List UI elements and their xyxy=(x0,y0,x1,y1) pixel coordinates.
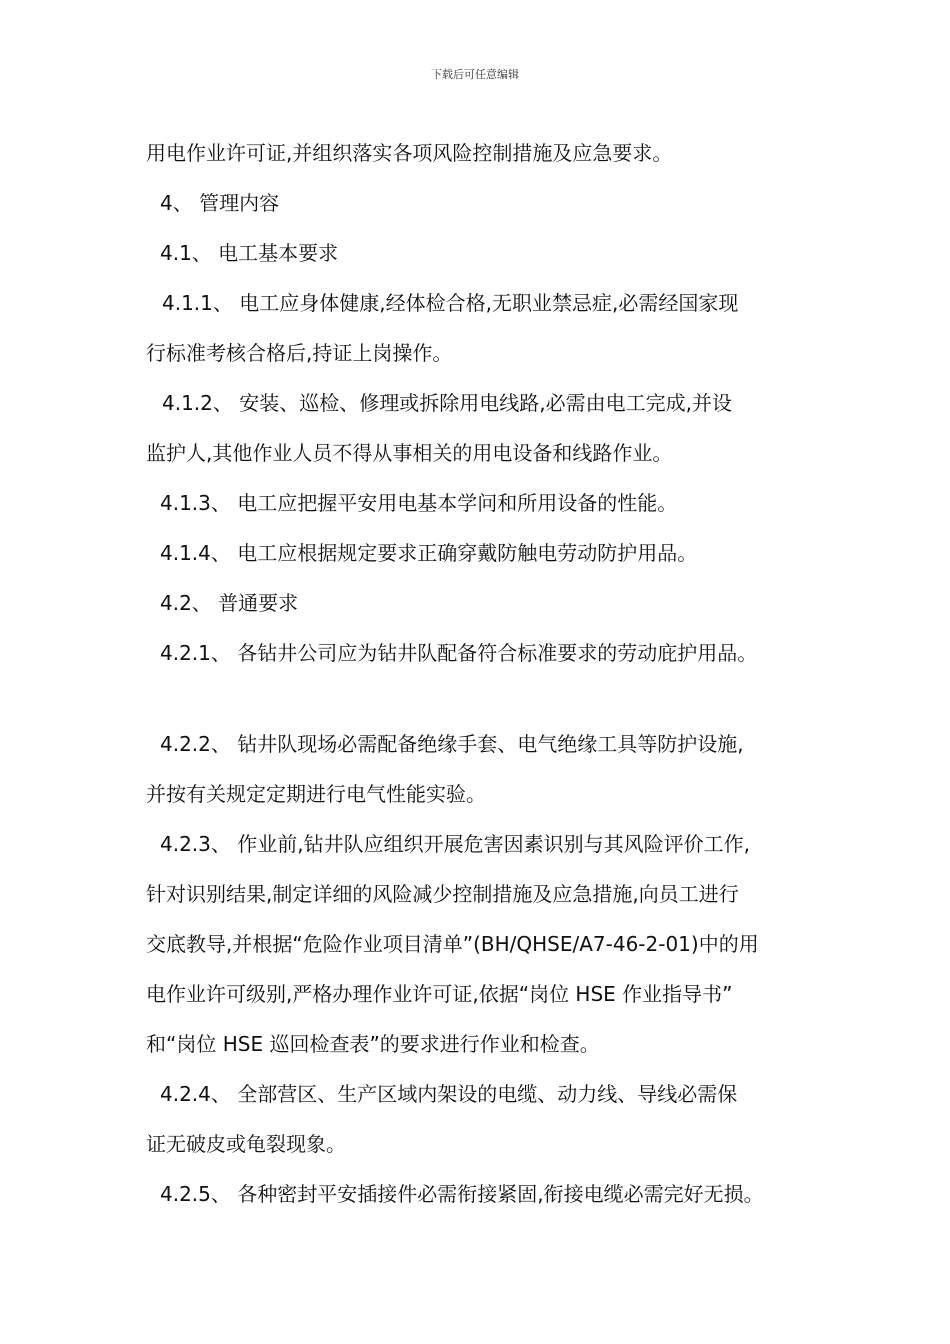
paragraph-line: 4.2.4、 全部营区、生产区域内架设的电缆、动力线、导线必需保 xyxy=(160,1082,738,1106)
paragraph-line: 4.2.2、 钻井队现场必需配备绝缘手套、电气绝缘工具等防护设施, xyxy=(160,732,744,756)
paragraph-line: 4.1.3、 电工应把握平安用电基本学问和所用设备的性能。 xyxy=(160,491,678,515)
paragraph-line: 针对识别结果,制定详细的风险减少控制措施及应急措施,向员工进行 xyxy=(146,882,739,906)
paragraph-line: 监护人,其他作业人员不得从事相关的用电设备和线路作业。 xyxy=(146,441,673,465)
document-body xyxy=(146,128,826,1219)
paragraph-line: 交底教导,并根据“危险作业项目清单”(BH/QHSE/A7-46-2-01)中的用 xyxy=(146,932,759,956)
paragraph-line: 行标准考核合格后,持证上岗操作。 xyxy=(146,341,453,365)
paragraph-line: 4.2.1、 各钻井公司应为钻井队配备符合标准要求的劳动庇护用品。 xyxy=(160,641,758,665)
paragraph-line: 4.2.5、 各种密封平安插接件必需衔接紧固,衔接电缆必需完好无损。 xyxy=(160,1182,764,1206)
blank-gap xyxy=(146,678,826,719)
paragraph-line: 4.1.4、 电工应根据规定要求正确穿戴防触电劳动防护用品。 xyxy=(160,541,698,565)
paragraph-line: 4.2.3、 作业前,钻井队应组织开展危害因素识别与其风险评价工作, xyxy=(160,832,750,856)
paragraph-line: 并按有关规定定期进行电气性能实验。 xyxy=(146,782,486,806)
paragraph-line: 证无破皮或龟裂现象。 xyxy=(146,1132,346,1156)
paragraph-line: 4.1.2、 安装、巡检、修理或拆除用电线路,必需由电工完成,并设 xyxy=(162,391,732,415)
paragraph-line: 4.1.1、 电工应身体健康,经体检合格,无职业禁忌症,必需经国家现 xyxy=(162,291,739,315)
paragraph-line: 和“岗位 HSE 巡回检查表”的要求进行作业和检查。 xyxy=(146,1032,600,1056)
paragraph-line: 电作业许可级别,严格办理作业许可证,依据“岗位 HSE 作业指导书” xyxy=(146,982,733,1006)
section-heading-4-2: 4.2、 普通要求 xyxy=(160,591,299,615)
paragraph-line: 用电作业许可证,并组织落实各项风险控制措施及应急要求。 xyxy=(146,141,673,165)
section-heading-4: 4、 管理内容 xyxy=(160,191,280,215)
section-heading-4-1: 4.1、 电工基本要求 xyxy=(160,241,339,265)
page-header: 下载后可任意编辑 xyxy=(431,68,519,81)
